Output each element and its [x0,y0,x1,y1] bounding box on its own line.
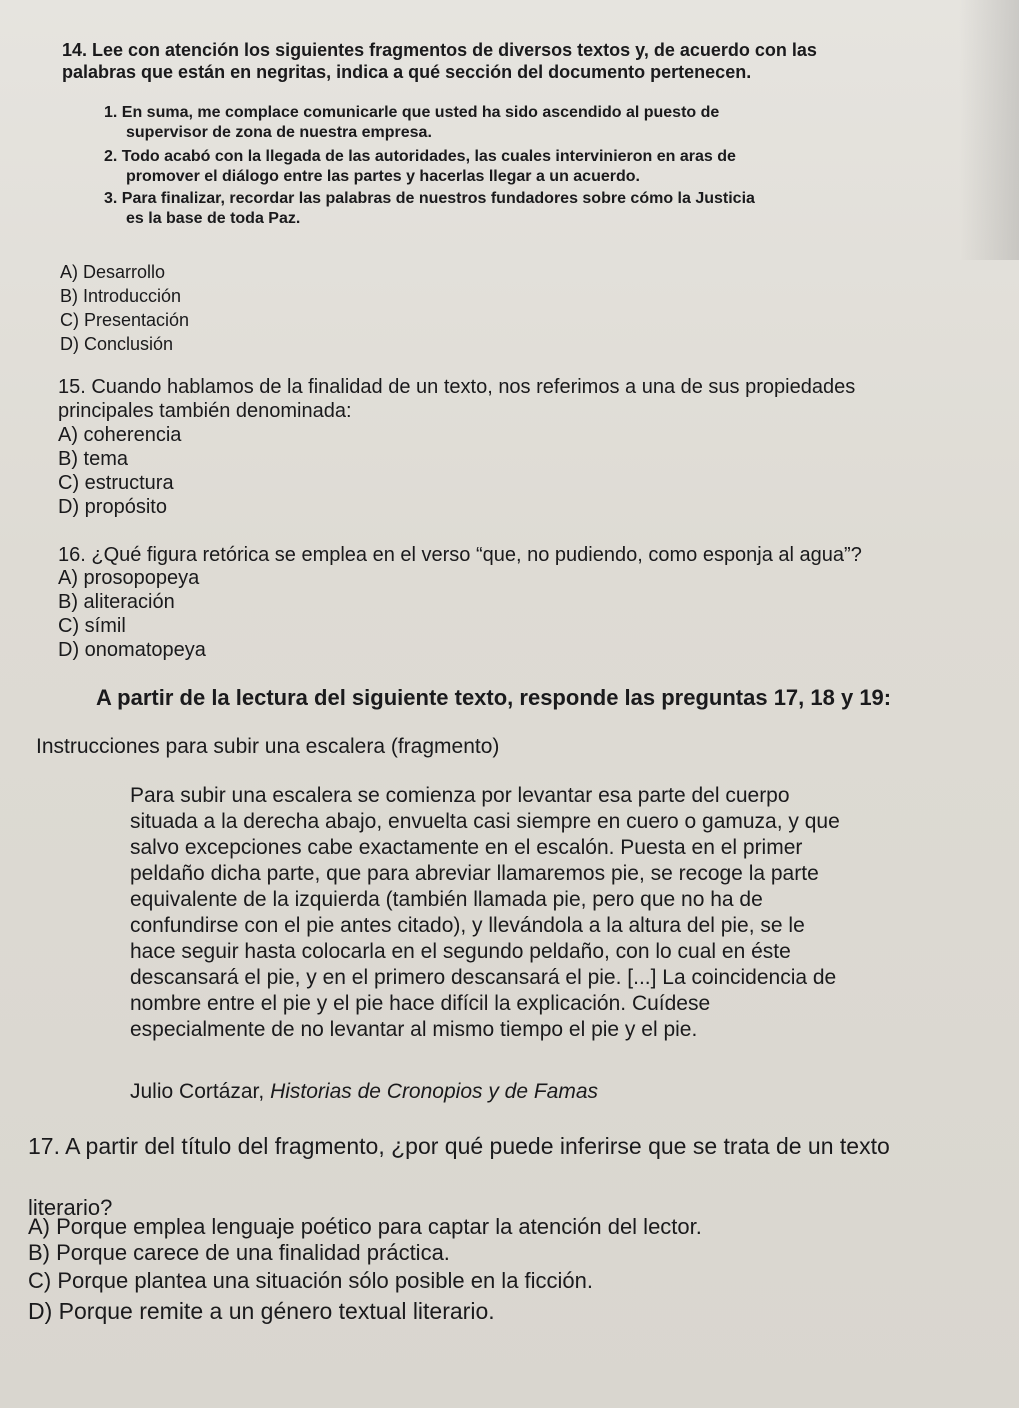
passage-line-2: situada a la derecha abajo, envuelta casi siempre en cuero o gamuza, y que [130,810,840,833]
q14-item-2-line1: 2. Todo acabó con la llegada de las autoridades, las cuales intervinieron en aras de [104,148,736,165]
q17-option-d[interactable]: D) Porque remite a un género textual literario. [28,1298,495,1324]
passage-line-6: confundirse con el pie antes citado), y llevándola a la altura del pie, se le [130,914,805,937]
passage-line-7: hace seguir hasta colocarla en el segundo peldaño, con lo cual en éste [130,940,791,963]
q17-option-a[interactable]: A) Porque emplea lenguaje poético para captar la atención del lector. [28,1214,702,1239]
q17-option-b[interactable]: B) Porque carece de una finalidad práctica. [28,1240,450,1265]
q14-item-3-line1: 3. Para finalizar, recordar las palabras de nuestros fundadores sobre cómo la Justicia [104,190,755,207]
q15-option-a[interactable]: A) coherencia [58,424,182,446]
q17-line2: literario? [28,1195,113,1220]
q14-option-c[interactable]: C) Presentación [60,310,190,330]
attribution [130,1080,598,1104]
reading-intro: A partir de la lectura del siguiente texto, responde las preguntas 17, 18 y 19: [96,685,892,710]
q16-option-c[interactable]: C) símil [58,615,126,637]
q14-intro-line1: 14. Lee con atención los siguientes fragmentos de diversos textos y, de acuerdo con las [62,40,817,60]
q16-option-d[interactable]: D) onomatopeya [58,639,206,661]
attribution-author: Julio Cortázar, [130,1080,271,1103]
q16-line1: 16. ¿Qué figura retórica se emplea en el verso “que, no pudiendo, como esponja al agua”? [58,544,862,566]
passage-line-5: equivalente de la izquierda (también llamada pie, pero que no ha de [130,888,763,911]
q14-option-b[interactable]: B) Introducción [60,286,182,306]
q14-option-d[interactable]: D) Conclusión [60,334,174,354]
passage-line-1: Para subir una escalera se comienza por levantar esa parte del cuerpo [130,784,790,807]
q14-item-1-line1: 1. En suma, me complace comunicarle que usted ha sido ascendido al puesto de [104,104,720,121]
q14-item-1-line2: supervisor de zona de nuestra empresa. [126,124,432,141]
attribution-book: Historias de Cronopios y de Famas [270,1080,599,1103]
passage-title: Instrucciones para subir una escalera (fragmento) [36,735,500,758]
passage-line-4: peldaño dicha parte, que para abreviar llamaremos pie, se recoge la parte [130,862,819,885]
q14-item-3-line2: es la base de toda Paz. [126,210,301,227]
passage-line-3: salvo excepciones cabe exactamente en el escalón. Puesta en el primer [130,836,803,859]
q16-option-b[interactable]: B) aliteración [58,591,175,613]
page-shadow [959,0,1019,260]
q14-intro-line2: palabras que están en negritas, indica a qué sección del documento pertenecen. [62,62,752,82]
q15-option-c[interactable]: C) estructura [58,472,174,494]
q15-option-b[interactable]: B) tema [58,448,129,470]
q16-option-a[interactable]: A) prosopopeya [58,567,200,589]
passage-line-8: descansará el pie, y en el primero descansará el pie. [...] La coincidencia de [130,966,837,989]
q17-line1: 17. A partir del título del fragmento, ¿por qué puede inferirse que se trata de un texto [28,1133,890,1159]
passage-line-9: nombre entre el pie y el pie hace difícil la explicación. Cuídese [130,992,711,1015]
q14-item-2-line2: promover el diálogo entre las partes y hacerlas llegar a un acuerdo. [126,168,640,185]
q17-option-c[interactable]: C) Porque plantea una situación sólo posible en la ficción. [28,1268,594,1293]
q15-line2: principales también denominada: [58,400,352,422]
passage-line-10: especialmente de no levantar al mismo tiempo el pie y el pie. [130,1018,698,1041]
q15-option-d[interactable]: D) propósito [58,496,167,518]
q14-option-a[interactable]: A) Desarrollo [60,262,166,282]
q15-line1: 15. Cuando hablamos de la finalidad de un texto, nos referimos a una de sus propiedades [58,376,856,398]
